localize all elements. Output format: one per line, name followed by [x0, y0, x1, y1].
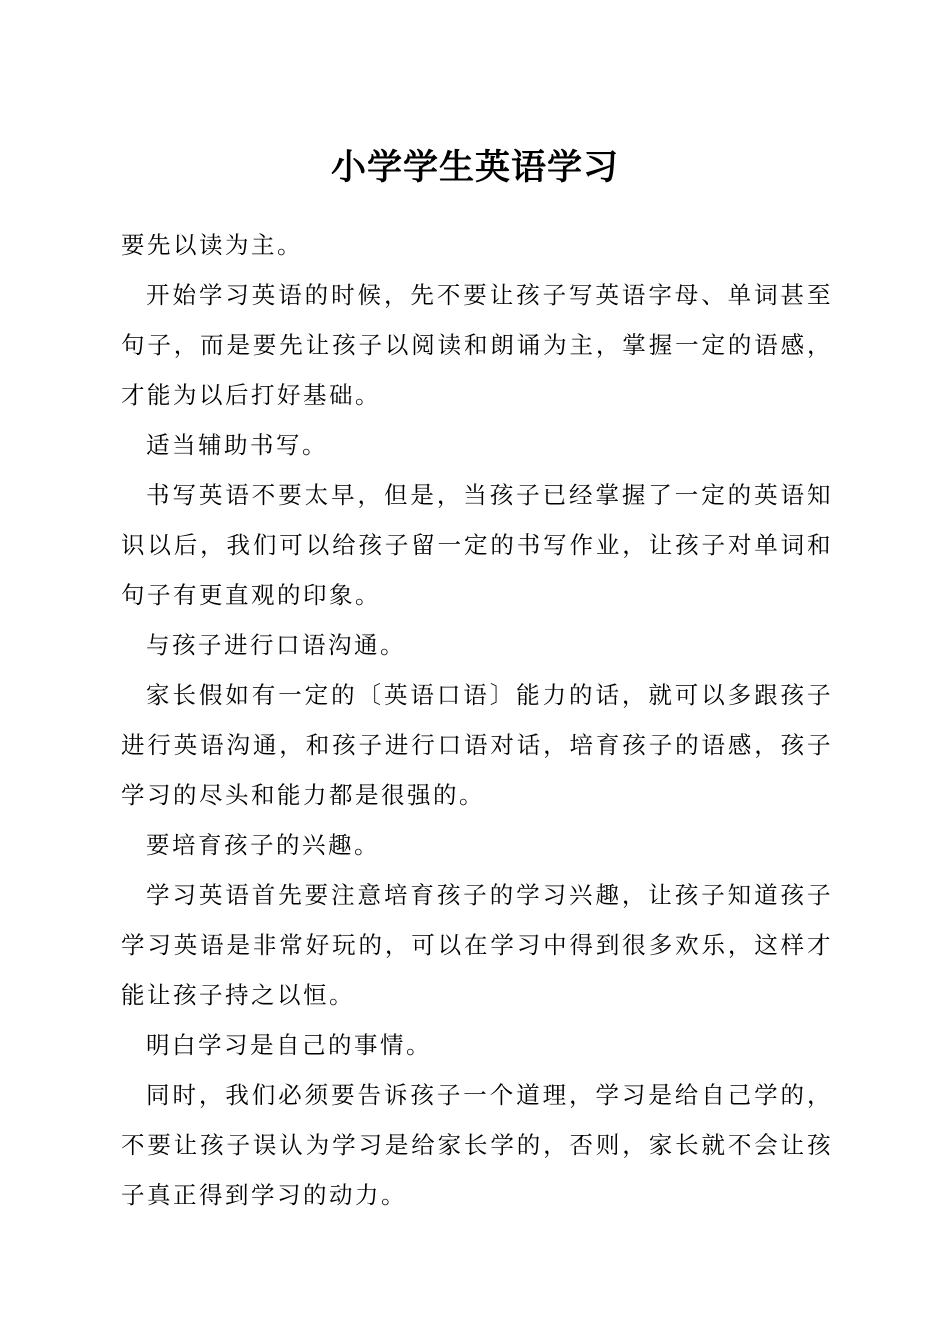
- document-title: 小学学生英语学习: [330, 147, 619, 188]
- paragraph-3: 适当辅助书写。: [146, 431, 328, 459]
- paragraph-8: 学习英语首先要注意培育孩子的学习兴趣，让孩子知道孩子学习英语是非常好玩的，可以在学习中得到很多欢乐，这样才能让孩子持之以恒。: [121, 881, 833, 1009]
- paragraph-7: 要培育孩子的兴趣。: [146, 831, 380, 859]
- paragraph-1: 要先以读为主。: [121, 231, 303, 259]
- paragraph-10: 同时，我们必须要告诉孩子一个道理，学习是给自己学的，不要让孩子误认为学习是给家长学的，否则，家长就不会让孩子真正得到学习的动力。: [121, 1081, 833, 1209]
- paragraph-5: 与孩子进行口语沟通。: [146, 631, 406, 659]
- paragraph-2: 开始学习英语的时候，先不要让孩子写英语字母、单词甚至句子，而是要先让孩子以阅读和朗诵为主，掌握一定的语感，才能为以后打好基础。: [121, 281, 833, 409]
- paragraph-4: 书写英语不要太早，但是，当孩子已经掌握了一定的英语知识以后，我们可以给孩子留一定的书写作业，让孩子对单词和句子有更直观的印象。: [121, 481, 833, 609]
- paragraph-9: 明白学习是自己的事情。: [146, 1031, 432, 1059]
- paragraph-6: 家长假如有一定的〔英语口语〕能力的话，就可以多跟孩子进行英语沟通，和孩子进行口语对话，培育孩子的语感，孩子学习的尽头和能力都是很强的。: [121, 681, 833, 809]
- document-body: [121, 220, 833, 1220]
